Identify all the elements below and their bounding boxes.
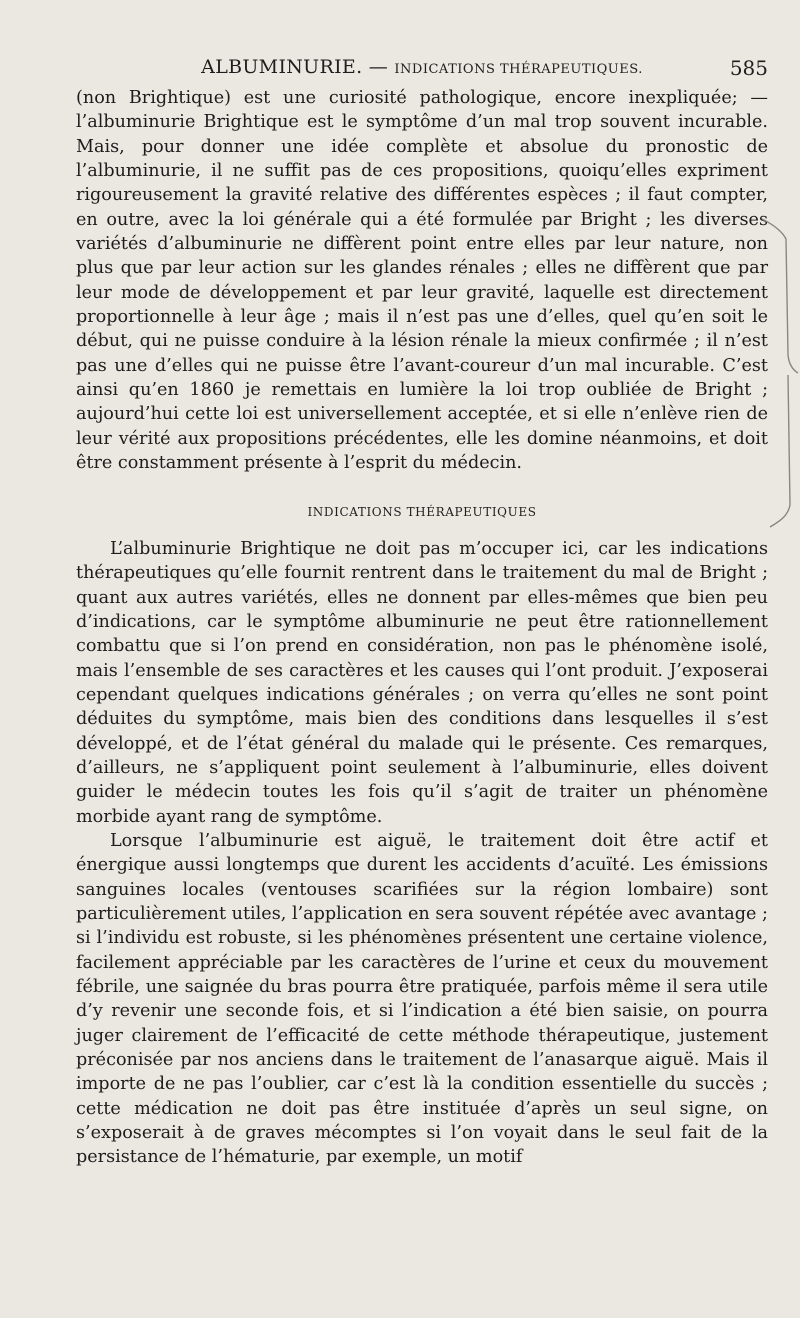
- page-body: [76, 86, 768, 1170]
- header-subtitle: INDICATIONS THÉRAPEUTIQUES.: [394, 62, 643, 77]
- margin-bracket-annotation: [760, 215, 800, 535]
- header-separator: —: [368, 56, 389, 78]
- paragraph: Lorsque l’albuminurie est aiguë, le traitement doit être actif et énergique aussi longtemps que durent les accidents d’acuïté. Les émissions sanguines locales (ventouses scarifiées sur la région lombaire) sont particulièrement utiles, l’application en sera souvent répétée avec avantage ; si l’individu est robuste, si les phénomènes présentent une certaine violence, facilement appréciable par les caractères de l’urine et ceux du mouvement fébrile, une saignée du bras pourra être pratiquée, parfois même il sera utile d’y revenir une seconde fois, et si l’indication a été bien saisie, on pourra juger clairement de l’efficacité de cette méthode thérapeutique, justement préconisée par nos anciens dans le traitement de l’anasarque aiguë. Mais il importe de ne pas l’oublier, car c’est là la condition essentielle du succès ; cette médication ne doit pas être instituée d’après un seul signe, on s’exposerait à de graves mécomptes si l’on voyait dans le seul fait de la persistance de l’hématurie, par exemple, un motif: [76, 830, 768, 1168]
- running-header: [76, 56, 768, 84]
- section-heading: INDICATIONS THÉRAPEUTIQUES: [307, 504, 537, 519]
- paragraph: L’albuminurie Brightique ne doit pas m’occuper ici, car les indications thérapeutiques qu’elle fournit rentrent dans le traitement du mal de Bright ; quant aux autres variétés, elles ne donnent par elles-mêmes que bien peu d’indications, car le symptôme albuminurie ne peut être rationnellement combattu que si l’on prend en considération, non pas le phénomène isolé, mais l’ensemble de ses caractères et les causes qui l’ont produit. J’exposerai cependant quelques indications générales ; on verra qu’elles ne sont point déduites du symptôme, mais bien des conditions dans lesquelles il s’est développé, et de l’état général du malade qui le présente. Ces remarques, d’ailleurs, ne s’appliquent point seulement à l’albuminurie, elles doivent guider le médecin toutes les fois qu’il s’agit de traiter un phénomène morbide ayant rang de symptôme.: [76, 538, 768, 827]
- paragraph-continued: (non Brightique) est une curiosité pathologique, encore inexpliquée; — l’albuminurie Brightique est le symptôme d’un mal trop souvent incurable. Mais, pour donner une idée complète et absolue du pronostic de l’albuminurie, il ne suffit pas de ces propositions, quoiqu’elles expriment rigoureusement la gravité relative des différentes espèces ; il faut compter, en outre, avec la loi générale qui a été formulée par Bright ; les diverses variétés d’albuminurie ne diffèrent point entre elles par leur nature, non plus que par leur action sur les glandes rénales ; elles ne diffèrent que par leur mode de développement et par leur gravité, laquelle est directement proportionnelle à leur âge ; mais il n’est pas une d’elles, quel qu’en soit le début, qui ne puisse conduire à la lésion rénale la mieux confirmée ; il n’est pas une d’elles qui ne puisse être l’avant-coureur d’un mal incurable. C’est ainsi qu’en 1860 je remettais en lumière la loi trop oubliée de Bright ; aujourd’hui cette loi est universellement acceptée, et si elle n’enlève rien de leur vérité aux propositions précédentes, elle les domine néanmoins, et doit être constamment présente à l’esprit du médecin.: [76, 88, 768, 474]
- header-title: ALBUMINURIE.: [201, 56, 363, 78]
- page-number: 585: [729, 56, 768, 80]
- running-title: [76, 56, 768, 78]
